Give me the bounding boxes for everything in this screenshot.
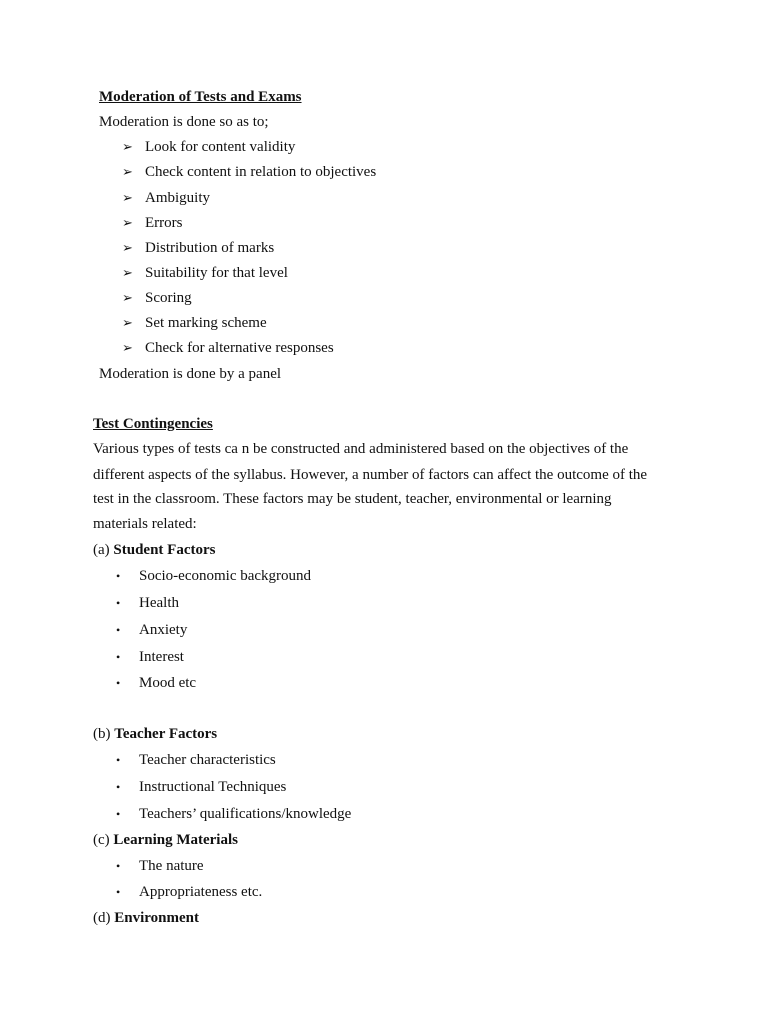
list-item bbox=[122, 214, 183, 232]
bullet-icon: • bbox=[116, 780, 121, 794]
environment-heading bbox=[93, 909, 199, 927]
bullet-icon: • bbox=[116, 569, 121, 583]
section-prefix: (b) bbox=[93, 726, 115, 742]
list-item-text: Socio-economic background bbox=[139, 568, 312, 584]
list-item-text: Distribution of marks bbox=[145, 240, 275, 256]
bullet-icon: • bbox=[116, 676, 121, 690]
arrow-bullet-icon: ➢ bbox=[122, 340, 133, 355]
paragraph-line: test in the classroom. These factors may be student, teacher, environmental or learning bbox=[93, 491, 612, 507]
arrow-bullet-icon: ➢ bbox=[122, 290, 133, 305]
arrow-bullet-icon: ➢ bbox=[122, 190, 133, 205]
bullet-icon: • bbox=[116, 596, 121, 610]
list-item-text: Set marking scheme bbox=[145, 315, 267, 331]
arrow-bullet-icon: ➢ bbox=[122, 265, 133, 280]
learning-materials-heading bbox=[93, 831, 238, 849]
list-item-text: Scoring bbox=[145, 290, 192, 306]
bullet-icon: • bbox=[116, 885, 121, 899]
list-item-text: Appropriateness etc. bbox=[139, 884, 263, 900]
list-item-text: Check for alternative responses bbox=[145, 340, 334, 356]
paragraph-line: Various types of tests ca n be constructed and administered based on the objectives of the bbox=[93, 441, 629, 457]
section-prefix: (c) bbox=[93, 832, 114, 848]
paragraph-line: materials related: bbox=[93, 516, 197, 532]
list-item bbox=[116, 594, 179, 612]
list-item bbox=[116, 883, 262, 901]
list-item bbox=[116, 805, 351, 823]
moderation-closing: Moderation is done by a panel bbox=[99, 366, 282, 382]
list-item-text: Instructional Techniques bbox=[139, 779, 287, 795]
section-prefix: (d) bbox=[93, 910, 115, 926]
list-item-text: The nature bbox=[139, 858, 204, 874]
student-factors-heading bbox=[93, 541, 215, 559]
list-item bbox=[116, 751, 276, 769]
list-item-text: Interest bbox=[139, 649, 184, 665]
list-item-text: Mood etc bbox=[139, 675, 197, 691]
section-prefix: (a) bbox=[93, 542, 114, 558]
list-item bbox=[122, 138, 295, 156]
arrow-bullet-icon: ➢ bbox=[122, 240, 133, 255]
list-item bbox=[122, 163, 376, 181]
bullet-icon: • bbox=[116, 753, 121, 767]
list-item bbox=[122, 239, 274, 257]
arrow-bullet-icon: ➢ bbox=[122, 139, 133, 154]
list-item bbox=[122, 314, 267, 332]
bullet-icon: • bbox=[116, 859, 121, 873]
list-item bbox=[116, 674, 196, 692]
section-title: Student Factors bbox=[113, 542, 216, 558]
moderation-heading: Moderation of Tests and Exams bbox=[99, 89, 302, 105]
list-item bbox=[116, 778, 286, 796]
list-item-text: Teachers’ qualifications/knowledge bbox=[139, 806, 352, 822]
paragraph-line: different aspects of the syllabus. However, a number of factors can affect the outcome of the bbox=[93, 467, 648, 483]
arrow-bullet-icon: ➢ bbox=[122, 215, 133, 230]
list-item-text: Health bbox=[139, 595, 179, 611]
list-item bbox=[122, 264, 288, 282]
bullet-icon: • bbox=[116, 650, 121, 664]
section-title: Teacher Factors bbox=[114, 726, 218, 742]
list-item-text: Check content in relation to objectives bbox=[145, 164, 377, 180]
list-item bbox=[116, 648, 184, 666]
arrow-bullet-icon: ➢ bbox=[122, 315, 133, 330]
teacher-factors-heading bbox=[93, 725, 217, 743]
bullet-icon: • bbox=[116, 807, 121, 821]
arrow-bullet-icon: ➢ bbox=[122, 164, 133, 179]
list-item-text: Look for content validity bbox=[145, 139, 296, 155]
list-item-text: Ambiguity bbox=[145, 190, 211, 206]
list-item bbox=[122, 289, 192, 307]
list-item bbox=[122, 339, 334, 357]
moderation-intro: Moderation is done so as to; bbox=[99, 114, 269, 130]
list-item-text: Suitability for that level bbox=[145, 265, 288, 281]
list-item-text: Errors bbox=[145, 215, 183, 231]
list-item bbox=[116, 567, 311, 585]
contingencies-heading: Test Contingencies bbox=[93, 416, 213, 432]
section-title: Environment bbox=[114, 910, 199, 926]
list-item bbox=[116, 857, 204, 875]
list-item bbox=[116, 621, 187, 639]
section-title: Learning Materials bbox=[113, 832, 238, 848]
list-item-text: Teacher characteristics bbox=[139, 752, 276, 768]
bullet-icon: • bbox=[116, 623, 121, 637]
list-item-text: Anxiety bbox=[139, 622, 188, 638]
list-item bbox=[122, 189, 210, 207]
